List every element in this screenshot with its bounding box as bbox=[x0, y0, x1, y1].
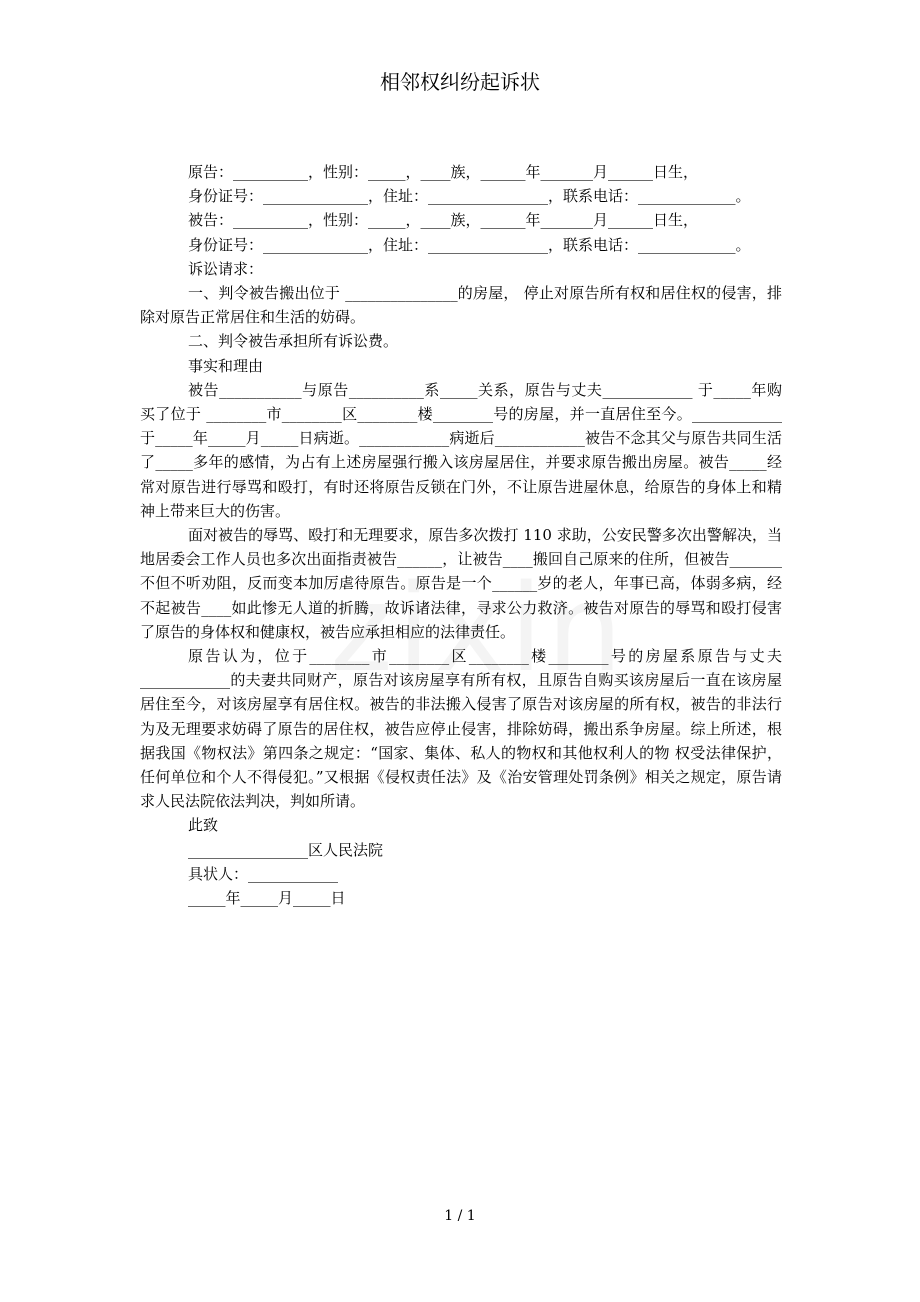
document-title: 相邻权纠纷起诉状 bbox=[380, 70, 540, 94]
document-body bbox=[140, 160, 782, 910]
facts-paragraph-3: 原告认为，位于________市________区________楼________号的房屋系原告与丈夫____________的夫妻共同财产，原告对该房屋享有所有权，且原告自购买该房屋后一直在该房屋居住至今，对该房屋享有居住权。被告的非法搬入侵害了原告对该房屋的所有权，被告的非法行为及无理要求妨碍了原告的居住权，被告应停止侵害，排除妨碍，搬出系争房屋。综上所述，根据我国《物权法》第四条之规定：“国家、集体、私人的物权和其他权利人的物 权受法律保护，任何单位和个人不得侵犯。”又根据《侵权责任法》及《治安管理处罚条例》相关之规定，原告请求人民法院依法判决，判如所请。 bbox=[140, 647, 782, 811]
claim-1: 一、判令被告搬出位于 _______________的房屋， 停止对原告所有权和居住权的侵害，排除对原告正常居住和生活的妨碍。 bbox=[140, 284, 782, 327]
facts-paragraph-1: 被告___________与原告__________系_____关系，原告与丈夫____________ 于_____年购买了位于 ________市________区________楼________号的房屋，并一直居住至今。____________ 于_____年_____月_____日病逝。____________病逝后____________被告不念其父与原告共同生活了_____多年的感情，为占有上述房屋强行搬入该房屋居住，并要求原告搬出房屋。被告_____经常对原告进行辱骂和殴打，有时还将原告反锁在门外，不让原告进屋休息，给原告的身体上和精神上带来巨大的伤害。 bbox=[140, 380, 782, 520]
plaintiff-id-line: 身份证号：______________，住址：________________，联系电话：_____________。 bbox=[188, 187, 751, 206]
facts-heading: 事实和理由 bbox=[188, 356, 264, 375]
court-name-line: ________________区人民法院 bbox=[188, 840, 384, 859]
facts-paragraph-2: 面对被告的辱骂、殴打和无理要求，原告多次拨打 110 求助，公安民警多次出警解决，当地居委会工作人员也多次出面指责被告______，让被告____搬回自己原来的住所，但被告_______不但不听劝阻，反而变本加厉虐待原告。原告是一个______岁的老人，年事已高，体弱多病，经不起被告____如此惨无人道的折腾，故诉诸法律，寻求公力救济。被告对原告的辱骂和殴打侵害了原告的身体权和健康权，被告应承担相应的法律责任。 bbox=[140, 526, 782, 641]
claim-2: 二、判令被告承担所有诉讼费。 bbox=[188, 332, 399, 351]
signer-line: 具状人：____________ bbox=[188, 864, 339, 883]
defendant-id-line: 身份证号：______________，住址：________________，联系电话：_____________。 bbox=[188, 235, 751, 254]
closing-salutation: 此致 bbox=[188, 816, 219, 835]
plaintiff-basic-line: 原告：__________，性别：_____，____族，______年_______月______日生， bbox=[188, 163, 699, 181]
claims-heading: 诉讼请求： bbox=[188, 259, 264, 278]
date-line: _____年_____月_____日 bbox=[188, 889, 346, 908]
page-number: 1 / 1 bbox=[444, 1208, 476, 1224]
defendant-basic-line: 被告：__________，性别：_____，____族，______年_______月______日生， bbox=[188, 211, 699, 230]
